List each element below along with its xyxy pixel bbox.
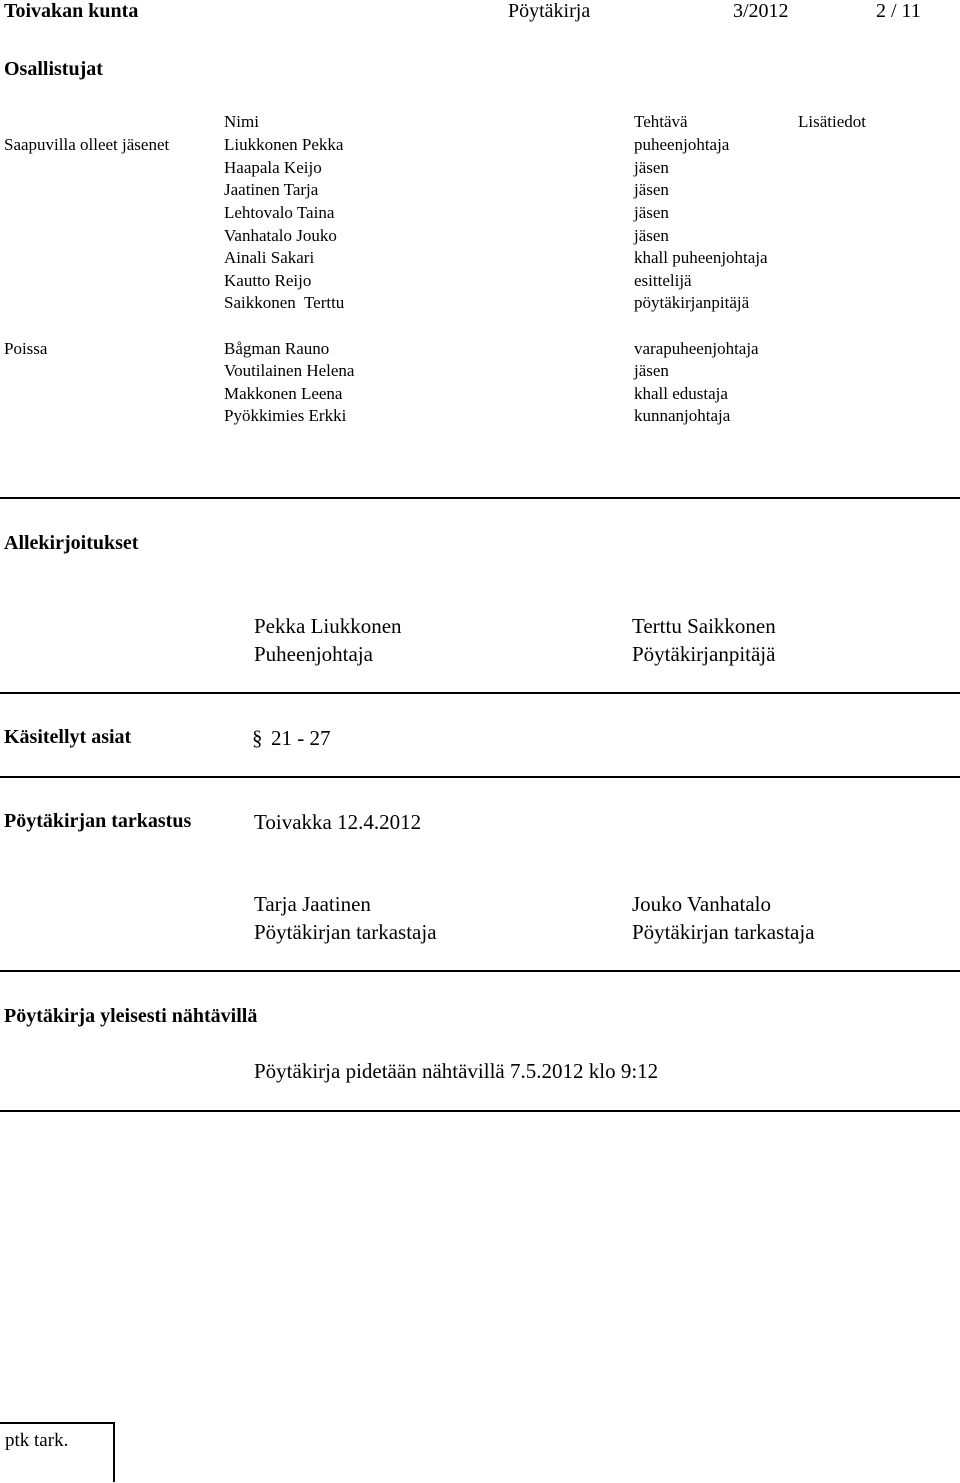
participant-role: kunnanjohtaja [634,406,731,425]
page-number: 2 / 11 [876,0,921,22]
participant-name: Ainali Sakari [224,248,315,267]
participant-role: varapuheenjohtaja [634,339,759,358]
section-divider [0,692,960,694]
participant-name: Vanhatalo Jouko [224,226,337,245]
column-header-name: Nimi [224,112,259,131]
reviewer-2-name: Jouko Vanhatalo [632,892,772,916]
absent-members-label: Poissa [4,339,48,358]
participant-role: esittelijä [634,271,692,290]
participant-name: Saikkonen Terttu [224,293,345,312]
handled-matters-range: 21 - 27 [271,726,331,750]
chairperson-title: Puheenjohtaja [254,642,373,666]
participant-name: Liukkonen Pekka [224,135,344,154]
participant-name: Bågman Rauno [224,339,330,358]
participant-name: Voutilainen Helena [224,361,355,380]
participant-name: Makkonen Leena [224,384,343,403]
review-initials-box [0,1422,115,1482]
section-divider [0,970,960,972]
participant-role: jäsen [634,158,669,177]
participant-role: jäsen [634,180,669,199]
section-symbol: § [252,726,263,750]
document-number: 3/2012 [733,0,789,22]
participant-role: jäsen [634,226,669,245]
signatures-heading: Allekirjoitukset [4,532,139,554]
participant-role: pöytäkirjanpitäjä [634,293,750,312]
review-place-date: Toivakka 12.4.2012 [254,810,422,834]
handled-matters-heading: Käsitellyt asiat [4,726,132,748]
participant-name: Lehtovalo Taina [224,203,335,222]
participant-role: jäsen [634,203,669,222]
participants-heading: Osallistujat [4,58,103,80]
participant-name: Pyökkimies Erkki [224,406,347,425]
participant-role: khall puheenjohtaja [634,248,768,267]
secretary-title: Pöytäkirjanpitäjä [632,642,776,666]
reviewer-2-title: Pöytäkirjan tarkastaja [632,920,815,944]
public-availability-text: Pöytäkirja pidetään nähtävillä 7.5.2012 klo 9:12 [254,1059,659,1083]
section-divider [0,1110,960,1112]
participant-role: puheenjohtaja [634,135,730,154]
reviewer-1-title: Pöytäkirjan tarkastaja [254,920,437,944]
column-header-role: Tehtävä [634,112,688,131]
chairperson-name: Pekka Liukkonen [254,614,402,638]
review-heading: Pöytäkirjan tarkastus [4,810,192,832]
participant-role: jäsen [634,361,669,380]
present-members-label: Saapuvilla olleet jäsenet [4,135,170,154]
participant-name: Kautto Reijo [224,271,312,290]
section-divider [0,497,960,499]
section-divider [0,776,960,778]
participant-name: Haapala Keijo [224,158,322,177]
document-type: Pöytäkirja [508,0,591,22]
municipality-name: Toivakan kunta [4,0,139,22]
participant-role: khall edustaja [634,384,728,403]
review-initials-label: ptk tark. [5,1430,69,1451]
public-availability-heading: Pöytäkirja yleisesti nähtävillä [4,1005,258,1027]
participant-name: Jaatinen Tarja [224,180,319,199]
reviewer-1-name: Tarja Jaatinen [254,892,371,916]
column-header-info: Lisätiedot [798,112,866,131]
secretary-name: Terttu Saikkonen [632,614,776,638]
